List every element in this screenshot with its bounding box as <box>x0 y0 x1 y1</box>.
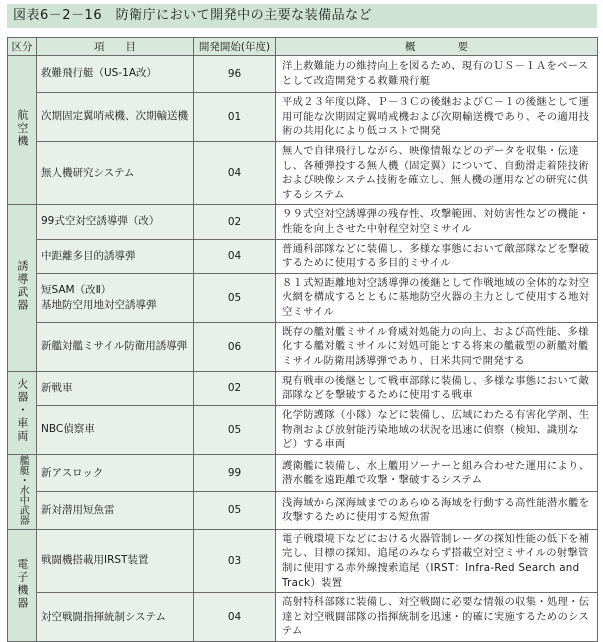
row-item-line-2: 基地防空用地対空誘導弾 <box>41 298 157 311</box>
row-item: 戦闘機搭載用IRST装置 <box>37 529 194 592</box>
row-summary: 護衛艦に装備し、水上艦用ソーナーと組み合わせた運用により、潜水艦を遠距離で攻撃・撃破するシステム <box>276 454 598 491</box>
table-row <box>8 142 598 205</box>
row-item: 新アスロック <box>37 454 194 491</box>
row-year: 05 <box>194 405 276 454</box>
row-summary: ９９式空対空誘導弾の残存性、攻撃範囲、対妨害性などの機能・性能を向上させた中射程空対空ミサイル <box>276 205 598 239</box>
category-firearms-vehicles: 火器・車両 <box>8 371 37 454</box>
table-row <box>8 322 598 371</box>
table-row <box>8 93 598 142</box>
header-row <box>8 38 598 56</box>
table-row <box>8 205 598 239</box>
category-aircraft: 航空機 <box>8 56 37 205</box>
table-row <box>8 56 598 93</box>
row-year: 06 <box>194 322 276 371</box>
row-item-line-1: 短SAM（改Ⅱ） <box>41 283 112 296</box>
table-row <box>8 405 598 454</box>
row-year: 05 <box>194 273 276 322</box>
row-summary: 無人で自律飛行しながら、映像情報などのデータを収集・伝達し、各種弾投する無人機（固定翼）について、自動滑走着陸技術および映像システム技術を確立し、無人機の運用などの研究に供するシステム <box>276 142 598 205</box>
row-year: 01 <box>194 93 276 142</box>
row-item: 新対潜用短魚雷 <box>37 492 194 529</box>
row-item: 新戦車 <box>37 371 194 405</box>
row-year: 99 <box>194 454 276 491</box>
table-row <box>8 593 598 642</box>
row-year: 03 <box>194 529 276 592</box>
row-summary: 普通科部隊などに装備し、多様な事態において敵部隊などを撃破するために使用する多目的ミサイル <box>276 239 598 273</box>
row-summary: 高射特科部隊に装備し、対空戦闘に必要な情報の収集・処理・伝達と対空戦闘部隊の指揮統制を迅速・的確に実施するためのシステム <box>276 593 598 642</box>
row-item: 新艦対艦ミサイル防衛用誘導弾 <box>37 322 194 371</box>
category-naval-underwater: 艦艇・水中武器 <box>8 454 37 529</box>
row-item: 無人機研究システム <box>37 142 194 205</box>
row-item: 次期固定翼哨戒機、次期輸送機 <box>37 93 194 142</box>
row-summary: 平成２３年度以降、Ｐ－３Ｃの後継およびＣ－１の後継として運用可能な次期固定翼哨戒機および次期輸送機であり、その適用技術の共用化により低コストで開発 <box>276 93 598 142</box>
row-year: 96 <box>194 56 276 93</box>
row-year: 02 <box>194 371 276 405</box>
row-summary: 電子戦環境下などにおける火器管制レーダの探知性能の低下を補完し、目標の探知、追尾のみならず搭載空対空ミサイルの射撃管制に使用する赤外線捜索追尾（IRST：Infra-Red Search and Track）装置 <box>276 529 598 592</box>
row-item: NBC偵察車 <box>37 405 194 454</box>
header-category: 区分 <box>8 38 37 56</box>
row-item <box>37 273 194 322</box>
category-missiles: 誘導武器 <box>8 205 37 371</box>
row-summary: 既存の艦対艦ミサイル脅威対処能力の向上、および高性能、多様化する艦対艦ミサイルに対処可能とする将来の艦載型の新艦対艦ミサイル防衛用誘導弾であり、日米共同で開発する <box>276 322 598 371</box>
equipment-table <box>7 37 598 642</box>
table-row <box>8 273 598 322</box>
row-item: 中距離多目的誘導弾 <box>37 239 194 273</box>
row-summary: ８１式短距離地対空誘導弾の後継として作戦地域の全体的な対空火網を構成するとともに基地防空火器の主力として使用する地対空ミサイル <box>276 273 598 322</box>
row-summary: 現有戦車の後継として戦車部隊に装備し、多様な事態において敵部隊などを撃破するために使用する戦車 <box>276 371 598 405</box>
table-row <box>8 529 598 592</box>
row-item: 救難飛行艇（US-1A改） <box>37 56 194 93</box>
header-year: 開発開始(年度) <box>194 38 276 56</box>
table-row <box>8 492 598 529</box>
row-year: 02 <box>194 205 276 239</box>
row-year: 05 <box>194 492 276 529</box>
header-summary: 概 要 <box>276 38 598 56</box>
row-year: 04 <box>194 593 276 642</box>
figure-title: 図表6－2－16 防衛庁において開発中の主要な装備品など <box>7 4 597 28</box>
table-row <box>8 371 598 405</box>
row-item: 99式空対空誘導弾（改） <box>37 205 194 239</box>
row-summary: 浅海域から深海域までのあらゆる海域を行動する高性能潜水艦を攻撃するために使用する短魚雷 <box>276 492 598 529</box>
row-year: 04 <box>194 142 276 205</box>
row-year: 04 <box>194 239 276 273</box>
row-summary: 化学防護隊（小隊）などに装備し、広域にわたる有害化学剤、生物剤および放射能汚染地域の状況を迅速に偵察（検知、識別など）する車両 <box>276 405 598 454</box>
row-summary: 洋上救難能力の維持向上を図るため、現有のＵＳ－１Ａをベースとして改造開発する救難飛行艇 <box>276 56 598 93</box>
table-row <box>8 454 598 491</box>
category-electronics: 電子機器 <box>8 529 37 641</box>
header-item: 項 目 <box>37 38 194 56</box>
table-row <box>8 239 598 273</box>
row-item: 対空戦闘指揮統制システム <box>37 593 194 642</box>
